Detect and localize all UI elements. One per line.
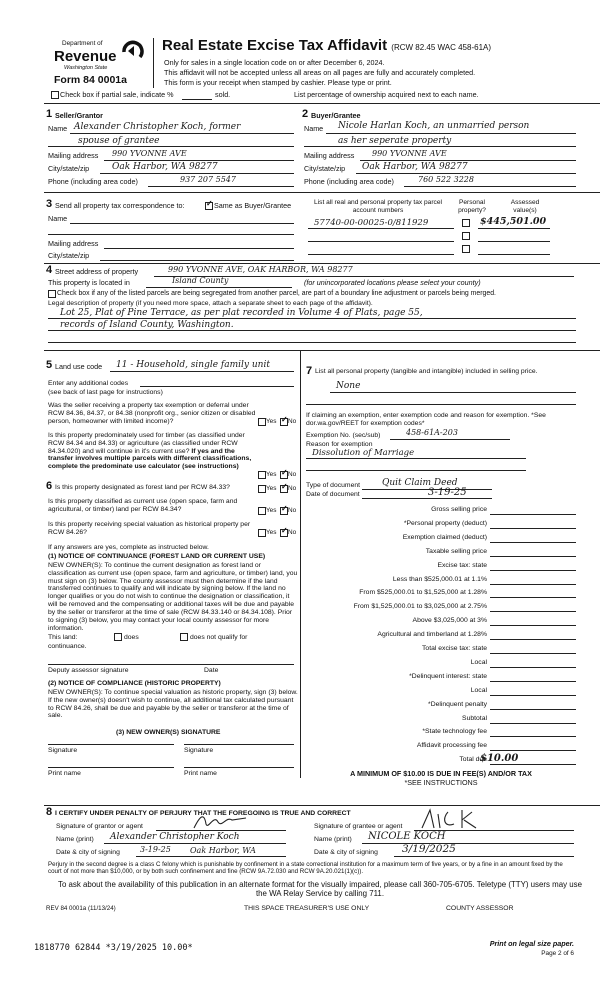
- calc-row-label: From $1,525,000.01 to $3,025,000 at 2.75%: [353, 603, 487, 611]
- exemption-number[interactable]: 458-61A-203: [406, 428, 458, 437]
- historic-no-label: No: [288, 529, 297, 536]
- personal-property-checkbox-3[interactable]: [462, 245, 470, 253]
- calc-row-field[interactable]: [490, 570, 576, 571]
- see-instructions-label: (see back of last page for instructions): [48, 389, 163, 396]
- buyer-city[interactable]: Oak Harbor, WA 98277: [362, 162, 468, 172]
- total-due-value[interactable]: $10.00: [480, 753, 519, 764]
- calc-row-field[interactable]: [490, 750, 576, 751]
- exemption-yes-label: Yes: [266, 418, 277, 425]
- seller-heading: Seller/Grantor: [55, 111, 103, 120]
- county-value[interactable]: Island County: [172, 276, 229, 285]
- calc-row-label: Subtotal: [462, 714, 487, 722]
- header-note-2: This affidavit will not be accepted unless all areas on all pages are fully and accurately completed.: [164, 68, 476, 77]
- buyer-phone[interactable]: 760 522 3228: [418, 175, 474, 184]
- calc-row-label: Total due: [459, 756, 487, 764]
- notice-compliance-body: NEW OWNER(S): To continue special valuation as historic property, sign (3) below. If the new owner(s) doesn't wish to continue, all additional tax calculated pursuant to RCW 84.26, shall be due and payable by the seller or transferor at the time of sale.: [48, 689, 298, 720]
- land-use-label: Land use code: [55, 362, 103, 371]
- buyer-name-2[interactable]: as her seperate property: [338, 136, 452, 146]
- exemption-number-label: Exemption No. (sec/sub): [306, 432, 381, 439]
- seller-phone[interactable]: 937 207 5547: [180, 175, 236, 184]
- q-timber-text: Is this property predominately used for timber (as classified under RCW 84.34 and 84.33) or agriculture (as classified under RCW 84.34.020) and will continue in it's current use?: [48, 432, 245, 455]
- legal-description-label: Legal description of property (if you need more space, attach a separate sheet to each page of the affidavit).: [48, 300, 373, 307]
- calc-row-field[interactable]: [490, 723, 576, 724]
- land-use-code[interactable]: 11 - Household, single family unit: [116, 360, 270, 370]
- any-yes-note: If any answers are yes, complete as instructed below.: [48, 544, 209, 551]
- exemption-instructions: If claiming an exemption, enter exemption code and reason for exemption. *See dor.wa.gov/REET for exemption codes*: [306, 412, 546, 427]
- forest-yes-checkbox[interactable]: [258, 485, 266, 493]
- does-checkbox[interactable]: [114, 633, 122, 641]
- deputy-signature-label: Deputy assessor signature: [48, 667, 129, 674]
- calc-row-field[interactable]: [490, 625, 576, 626]
- buyer-name-1[interactable]: Nicole Harlan Koch, an unmarried person: [338, 121, 530, 131]
- rcw-text: (RCW 82.45 WAC 458-61A): [391, 43, 492, 52]
- document-type[interactable]: Quit Claim Deed: [382, 478, 458, 488]
- historic-yes-checkbox[interactable]: [258, 529, 266, 537]
- sold-label: sold.: [215, 90, 231, 99]
- minimum-due-note: A MINIMUM OF $10.00 IS DUE IN FEE(S) AND/OR TAX: [350, 769, 532, 778]
- timber-yes-checkbox[interactable]: [258, 471, 266, 479]
- calc-row-label: *Delinquent interest: state: [409, 672, 487, 680]
- calc-row-field[interactable]: [490, 653, 576, 654]
- historic-yes-label: Yes: [266, 529, 277, 536]
- forest-no-checkbox[interactable]: [280, 485, 288, 493]
- grantor-name-label: Name (print): [56, 836, 94, 843]
- calc-row-label: Less than $525,000.01 at 1.1%: [392, 575, 487, 583]
- current-use-yes-label: Yes: [266, 507, 277, 514]
- grantee-date-label: Date & city of signing: [314, 849, 378, 856]
- grantee-date[interactable]: 3/19/2025: [402, 843, 456, 855]
- calc-row-field[interactable]: [490, 681, 576, 682]
- grantor-signature[interactable]: [190, 810, 250, 832]
- street-address[interactable]: 990 YVONNE AVE, OAK HARBOR, WA 98277: [168, 265, 353, 274]
- buyer-heading: Buyer/Grantee: [311, 111, 361, 120]
- unincorporated-note: (for unincorporated locations please select your county): [304, 278, 481, 287]
- q-exemption-deferral: Was the seller receiving a property tax exemption or deferral under RCW 84.36, 84.37, or 84.38 (nonprofit org., senior citizen or disabled person, homeowner with limited income)?: [48, 402, 256, 425]
- current-use-no-checkbox[interactable]: [280, 507, 288, 515]
- section-5-number: 5: [46, 359, 53, 371]
- calc-row-field[interactable]: [490, 542, 576, 543]
- recording-stamp: 1818770 62844 *3/19/2025 10.00*: [34, 943, 193, 953]
- additional-codes-label: Enter any additional codes: [48, 380, 129, 387]
- page-number: Page 2 of 6: [541, 950, 574, 957]
- dor-logo: [54, 38, 146, 78]
- see-instructions-note: *SEE INSTRUCTIONS: [404, 778, 478, 787]
- calc-row-label: Agricultural and timberland at 1.28%: [377, 631, 487, 639]
- grantee-printed-name[interactable]: NICOLE KOCH: [368, 831, 446, 842]
- notice-continuance-body: NEW OWNER(S): To continue the current designation as forest land or classification as current use (open space, farm and agriculture, or timber) land, you must sign on (3) below. The county assessor must then determine if the land transferred continues to qualify and will indicate by signing below. If the land no longer qualifies or you do not wish to continue the designation or classification, it will be removed and the compensating or additional taxes will be due and payable by the seller or transferor at the time of sale (RCW 84.33.140 or 84.34.108). Prior to signing (3) below, you may contact your local county assessor for more information.: [48, 562, 298, 632]
- personal-property-label: List all personal property (tangible and intangible) included in selling price.: [315, 368, 538, 375]
- buyer-city-label: City/state/zip: [304, 164, 346, 173]
- seller-name-2[interactable]: spouse of grantee: [78, 136, 160, 146]
- grantee-name-label: Name (print): [314, 836, 352, 843]
- calc-row-label: *Personal property (deduct): [403, 519, 487, 527]
- calc-row-field[interactable]: [490, 584, 576, 585]
- certify-statement: I CERTIFY UNDER PENALTY OF PERJURY THAT THE FOREGOING IS TRUE AND CORRECT: [55, 810, 351, 817]
- sec3-mail-label: Mailing address: [48, 239, 99, 248]
- exemption-no-label: No: [288, 418, 297, 425]
- calc-row-field[interactable]: [490, 709, 576, 710]
- segregated-label: Check box if any of the listed parcels are being segregated from another parcel, are part of a boundary line adjustment or parcels being merged.: [57, 290, 496, 297]
- calc-row-label: Gross selling price: [431, 506, 487, 513]
- tax-correspondence-label: Send all property tax correspondence to:: [55, 201, 185, 210]
- notice-compliance-title: (2) NOTICE OF COMPLIANCE (HISTORIC PROPERTY): [48, 680, 221, 687]
- calc-row-label: Local: [470, 686, 487, 694]
- street-address-label: Street address of property: [55, 267, 139, 276]
- document-date[interactable]: 3-19-25: [428, 487, 467, 498]
- header-note-3: This form is your receipt when stamped by cashier. Please type or print.: [164, 78, 392, 87]
- calc-row-field[interactable]: [490, 764, 576, 765]
- grantor-date-label: Date & city of signing: [56, 849, 120, 856]
- dor-emblem-icon: [120, 38, 144, 64]
- timber-no-label: No: [288, 471, 297, 478]
- personal-property-checkbox-2[interactable]: [462, 232, 470, 240]
- seller-phone-label: Phone (including area code): [48, 177, 138, 186]
- personal-property-header: Personal property?: [458, 199, 486, 214]
- assessed-value[interactable]: $445,501.00: [480, 216, 547, 227]
- calc-row-field[interactable]: [490, 556, 576, 557]
- assessed-value-header: Assessed value(s): [510, 199, 540, 214]
- form-title: [162, 37, 491, 54]
- calc-row-label: Taxable selling price: [425, 547, 487, 555]
- buyer-phone-label: Phone (including area code): [304, 177, 394, 186]
- buyer-mail[interactable]: 990 YVONNE AVE: [372, 149, 447, 158]
- exemption-reason[interactable]: Dissolution of Marriage: [312, 448, 415, 458]
- does-not-checkbox[interactable]: [180, 633, 188, 641]
- seller-city[interactable]: Oak Harbor, WA 98277: [112, 162, 218, 172]
- calc-row-field[interactable]: [490, 597, 576, 598]
- calc-row-field[interactable]: [490, 528, 576, 529]
- seller-mail[interactable]: 990 YVONNE AVE: [112, 149, 187, 158]
- section-6-number: 6: [46, 480, 53, 492]
- exemption-no-checkbox[interactable]: [280, 418, 288, 426]
- grantor-date[interactable]: 3-19-25: [140, 845, 171, 854]
- segregated-checkbox[interactable]: [48, 290, 56, 298]
- same-as-buyer-label: Same as Buyer/Grantee: [214, 201, 292, 210]
- calc-row-label: *Delinquent penalty: [428, 700, 487, 708]
- partial-sale-checkbox[interactable]: [51, 91, 59, 99]
- state-label: Washington State: [64, 65, 108, 71]
- legal-size-note: Print on legal size paper.: [489, 939, 574, 948]
- county-assessor-label: COUNTY ASSESSOR: [446, 905, 514, 912]
- personal-property-value[interactable]: None: [336, 381, 361, 391]
- dept-label: Department of: [62, 40, 103, 47]
- calc-row-label: Affidavit processing fee: [416, 742, 487, 750]
- section-7-number: 7: [306, 365, 313, 377]
- partial-sale-label: Check box if partial sale, indicate %: [60, 90, 174, 99]
- timber-yes-label: Yes: [266, 471, 277, 478]
- revenue-label: Revenue: [54, 48, 117, 65]
- signature-label-2: Signature: [184, 747, 214, 754]
- calc-row-label: Above $3,025,000 at 3%: [412, 617, 487, 625]
- section-3-number: 3: [46, 198, 53, 210]
- new-owner-signature-title: (3) NEW OWNER(S) SIGNATURE: [116, 729, 221, 736]
- q-forest-land: Is this property designated as forest land per RCW 84.33?: [55, 484, 230, 491]
- print-name-label-1: Print name: [48, 770, 81, 777]
- grantor-printed-name[interactable]: Alexander Christopher Koch: [110, 832, 240, 842]
- calc-row-label: *State technology fee: [422, 728, 487, 736]
- signature-label-1: Signature: [48, 747, 78, 754]
- located-in-label: This property is located in: [48, 278, 130, 287]
- buyer-name-label: Name: [304, 124, 324, 133]
- calc-row-field[interactable]: [490, 639, 576, 640]
- deputy-date-label: Date: [204, 667, 219, 674]
- section-1-number: 1: [46, 108, 53, 120]
- sec3-city-label: City/state/zip: [48, 251, 90, 260]
- perjury-notice: Perjury in the second degree is a class C felony which is punishable by confinement in a state correctional institution for a maximum term of five years, or by a fine in an amount fixed by the court of not more than $10,000, or by both such confinement and fine (RCW 9A.72.030 and RCW 9A.20.021(1)(c)).: [48, 861, 563, 876]
- grantee-signature-label: Signature of grantee or agent: [314, 823, 403, 830]
- grantor-city[interactable]: Oak Harbor, WA: [190, 846, 256, 855]
- calc-row-field[interactable]: [490, 514, 576, 515]
- header-note-1: Only for sales in a single location code on or after December 6, 2024.: [164, 58, 385, 67]
- calc-row-field[interactable]: [490, 736, 576, 737]
- calc-row-field[interactable]: [490, 611, 576, 612]
- revision-label: REV 84 0001a (11/13/24): [46, 905, 116, 912]
- q-timber-agriculture: [48, 432, 260, 471]
- section-2-number: 2: [302, 108, 309, 120]
- historic-no-checkbox[interactable]: [280, 529, 288, 537]
- does-label: does: [124, 634, 139, 641]
- calc-row-label: Exemption claimed (deduct): [402, 533, 487, 541]
- exemption-reason-label: Reason for exemption: [306, 441, 373, 448]
- sec3-name-label: Name: [48, 214, 68, 223]
- alternate-format-notice: To ask about the availability of this publication in an alternate format for the visually impaired, please call 360-705-6705. Teletype (TTY) users may use the WA Relay Service by calling 711.: [58, 880, 582, 899]
- parcel-number[interactable]: 57740-00-00025-0/811929: [314, 218, 429, 228]
- form-number: Form 84 0001a: [54, 74, 127, 86]
- q-timber-multiple: If yes and the transfer involves multiple parcels with different classifications, complete the predominate use calculator (see instructions): [48, 447, 252, 471]
- personal-property-checkbox-1[interactable]: [462, 219, 470, 227]
- does-not-label: does not qualify for: [190, 634, 248, 641]
- buyer-mail-label: Mailing address: [304, 151, 355, 160]
- grantee-signature[interactable]: [418, 806, 488, 832]
- treasurer-use-label: THIS SPACE TREASURER'S USE ONLY: [244, 905, 370, 912]
- seller-name-1[interactable]: Alexander Christopher Koch, former: [74, 122, 241, 132]
- section-4-number: 4: [46, 264, 53, 276]
- title-text: Real Estate Excise Tax Affidavit: [162, 37, 388, 54]
- legal-description-2[interactable]: records of Island County, Washington.: [60, 320, 234, 330]
- calc-row-label: From $525,000.01 to $1,525,000 at 1.28%: [359, 589, 487, 597]
- exemption-yes-checkbox[interactable]: [258, 418, 266, 426]
- grantor-signature-label: Signature of grantor or agent: [56, 823, 143, 830]
- calc-row-label: Excise tax: state: [437, 561, 487, 569]
- calc-row-field[interactable]: [490, 695, 576, 696]
- seller-city-label: City/state/zip: [48, 164, 90, 173]
- current-use-yes-checkbox[interactable]: [258, 507, 266, 515]
- notice-continuance-title: (1) NOTICE OF CONTINUANCE (FOREST LAND OR CURRENT USE): [48, 553, 266, 560]
- calc-row-label: Total excise tax: state: [422, 645, 487, 652]
- continuance-label: continuance.: [48, 643, 87, 650]
- this-land-label: This land:: [48, 634, 78, 641]
- calc-row-field[interactable]: [490, 667, 576, 668]
- print-name-label-2: Print name: [184, 770, 217, 777]
- same-as-buyer-checkbox[interactable]: [205, 202, 213, 210]
- forest-yes-label: Yes: [266, 485, 277, 492]
- parcel-header: List all real and personal property tax parcel account numbers: [314, 199, 442, 214]
- calc-row-label: Local: [470, 658, 487, 666]
- q-historic: Is this property receiving special valuation as historical property per RCW 84.26?: [48, 521, 251, 536]
- document-date-label: Date of document: [306, 491, 360, 498]
- document-type-label: Type of document: [306, 482, 361, 489]
- timber-no-checkbox[interactable]: [280, 471, 288, 479]
- section-8-number: 8: [46, 806, 53, 818]
- current-use-no-label: No: [288, 507, 297, 514]
- forest-no-label: No: [288, 485, 297, 492]
- seller-mail-label: Mailing address: [48, 151, 99, 160]
- percentage-note: List percentage of ownership acquired next to each name.: [294, 90, 479, 99]
- legal-description-1[interactable]: Lot 25, Plat of Pine Terrace, as per plat recorded in Volume 4 of Plats, page 55,: [60, 308, 423, 318]
- seller-name-label: Name: [48, 124, 68, 133]
- q-current-use: Is this property classified as current use (open space, farm and agricultural, or timber) land per RCW 84.34?: [48, 498, 238, 513]
